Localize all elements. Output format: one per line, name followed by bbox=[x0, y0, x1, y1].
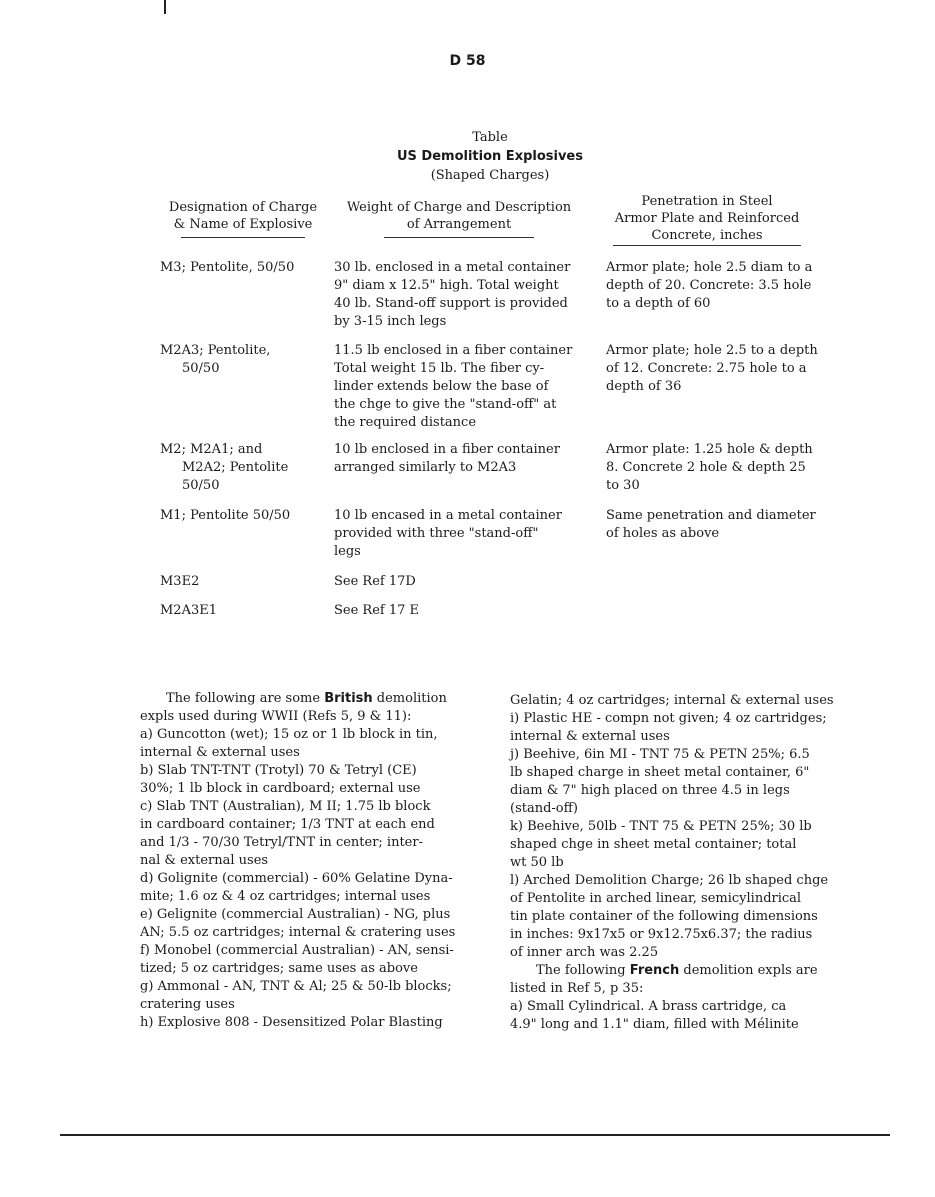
table-subtitle: (Shaped Charges) bbox=[430, 168, 550, 183]
cell-line: M2; M2A1; and bbox=[160, 442, 263, 457]
text-line: 30%; 1 lb block in cardboard; external use bbox=[140, 781, 421, 796]
cell-line: 10 lb enclosed in a fiber container bbox=[334, 442, 560, 457]
header-line: Designation of Charge bbox=[168, 200, 318, 215]
cell-line: Same penetration and diameter bbox=[606, 508, 816, 523]
cell-line: Total weight 15 lb. The fiber cy- bbox=[334, 361, 545, 376]
intro-text: The following are some bbox=[166, 691, 325, 706]
text-line: h) Explosive 808 - Desensitized Polar Blasting bbox=[140, 1015, 443, 1030]
text-line: k) Beehive, 50lb - TNT 75 & PETN 25%; 30 lb bbox=[510, 819, 812, 834]
text-line: l) Arched Demolition Charge; 26 lb shaped chge bbox=[510, 873, 829, 888]
text-line: expls used during WWII (Refs 5, 9 & 11): bbox=[140, 709, 412, 724]
cell-line: Armor plate; hole 2.5 diam to a bbox=[606, 260, 813, 275]
text-line: i) Plastic HE - compn not given; 4 oz cartridges; bbox=[510, 711, 827, 726]
text-line: of Pentolite in arched linear, semicylindrical bbox=[510, 891, 802, 906]
cell-line: M1; Pentolite 50/50 bbox=[160, 508, 291, 523]
header-line: Penetration in Steel bbox=[641, 194, 773, 209]
cell-line: depth of 20. Concrete: 3.5 hole bbox=[606, 278, 812, 293]
table-label: Table bbox=[472, 130, 508, 145]
header-underline bbox=[384, 237, 534, 238]
text-line: and 1/3 - 70/30 Tetryl/TNT in center; inter- bbox=[140, 835, 423, 850]
british-emphasis: British bbox=[324, 691, 373, 706]
text-line: shaped chge in sheet metal container; total bbox=[510, 837, 797, 852]
text-line: c) Slab TNT (Australian), M II; 1.75 lb block bbox=[140, 799, 431, 814]
footer-rule bbox=[60, 1134, 890, 1136]
cell-line: M3E2 bbox=[160, 574, 200, 589]
text-line: in cardboard container; 1/3 TNT at each end bbox=[140, 817, 435, 832]
text-line: a) Small Cylindrical. A brass cartridge, ca bbox=[510, 999, 787, 1014]
cell-line: linder extends below the base of bbox=[334, 379, 549, 394]
cell-line: the chge to give the "stand-off" at bbox=[334, 397, 557, 412]
cell-line: 30 lb. enclosed in a metal container bbox=[334, 260, 571, 275]
text-line: a) Guncotton (wet); 15 oz or 1 lb block in tin, bbox=[140, 727, 438, 742]
column-header-designation bbox=[160, 199, 326, 238]
header-line: Weight of Charge and Description bbox=[346, 200, 572, 215]
header-line: of Arrangement bbox=[406, 217, 512, 232]
cell-line: M2A3; Pentolite, bbox=[160, 343, 271, 358]
left-text-column bbox=[140, 690, 485, 1032]
text-line: of inner arch was 2.25 bbox=[510, 945, 659, 960]
cell-line: of holes as above bbox=[606, 526, 720, 541]
french-intro-line bbox=[510, 962, 855, 980]
text-line: internal & external uses bbox=[140, 745, 300, 760]
french-emphasis: French bbox=[629, 963, 680, 978]
cell-line: 10 lb encased in a metal container bbox=[334, 508, 562, 523]
table-row-m2a3-designation bbox=[160, 342, 330, 378]
cell-line: to a depth of 60 bbox=[606, 296, 711, 311]
margin-tick-mark bbox=[164, 0, 166, 14]
text-line: listed in Ref 5, p 35: bbox=[510, 981, 644, 996]
text-line: tin plate container of the following dimensions bbox=[510, 909, 818, 924]
page-number: D 58 bbox=[449, 53, 486, 69]
text-line: j) Beehive, 6in MI - TNT 75 & PETN 25%; 6.5 bbox=[510, 747, 810, 762]
header-underline bbox=[613, 245, 801, 246]
text-line: cratering uses bbox=[140, 997, 235, 1012]
cell-line: See Ref 17D bbox=[334, 574, 416, 589]
cell-line: of 12. Concrete: 2.75 hole to a bbox=[606, 361, 807, 376]
cell-line: 50/50 bbox=[182, 478, 220, 493]
column-header-penetration bbox=[600, 193, 814, 246]
cell-line: M3; Pentolite, 50/50 bbox=[160, 260, 295, 275]
cell-line: 50/50 bbox=[182, 361, 220, 376]
table-row-m3-description bbox=[334, 259, 584, 331]
table-row-m2-description bbox=[334, 441, 584, 477]
table-row-m2a3-description bbox=[334, 342, 584, 432]
header-line: Armor Plate and Reinforced bbox=[614, 211, 800, 226]
cell-line: 9" diam x 12.5" high. Total weight bbox=[334, 278, 559, 293]
cell-line: M2A2; Pentolite bbox=[182, 460, 289, 475]
cell-line: 40 lb. Stand-off support is provided bbox=[334, 296, 568, 311]
cell-line: legs bbox=[334, 544, 361, 559]
table-row-m2a3e1-description bbox=[334, 602, 584, 620]
text-line: d) Golignite (commercial) - 60% Gelatine Dyna- bbox=[140, 871, 453, 886]
cell-line: M2A3E1 bbox=[160, 603, 218, 618]
intro-text: demolition bbox=[372, 691, 447, 706]
text-line: g) Ammonal - AN, TNT & Al; 25 & 50-lb blocks; bbox=[140, 979, 452, 994]
text-line: Gelatin; 4 oz cartridges; internal & external uses bbox=[510, 693, 834, 708]
text-line: lb shaped charge in sheet metal container, 6" bbox=[510, 765, 810, 780]
text-line: mite; 1.6 oz & 4 oz cartridges; internal uses bbox=[140, 889, 431, 904]
text-line: 4.9" long and 1.1" diam, filled with Mélinite bbox=[510, 1017, 799, 1032]
text-line: (stand-off) bbox=[510, 801, 578, 816]
cell-line: See Ref 17 E bbox=[334, 603, 420, 618]
header-line: & Name of Explosive bbox=[173, 217, 313, 232]
text-line: e) Gelignite (commercial Australian) - NG, plus bbox=[140, 907, 451, 922]
cell-line: by 3-15 inch legs bbox=[334, 314, 447, 329]
cell-line: Armor plate; hole 2.5 to a depth bbox=[606, 343, 818, 358]
intro-text: demolition expls are bbox=[679, 963, 818, 978]
text-line: tized; 5 oz cartridges; same uses as above bbox=[140, 961, 418, 976]
table-row-m1-penetration bbox=[606, 507, 836, 543]
table-row-m2a3-penetration bbox=[606, 342, 836, 396]
table-row-m3-designation bbox=[160, 259, 330, 277]
cell-line: arranged similarly to M2A3 bbox=[334, 460, 517, 475]
table-row-m1-description bbox=[334, 507, 584, 561]
right-text-column bbox=[510, 692, 855, 1034]
cell-line: to 30 bbox=[606, 478, 640, 493]
table-row-m3e2-designation bbox=[160, 573, 330, 591]
text-line: internal & external uses bbox=[510, 729, 670, 744]
cell-line: provided with three "stand-off" bbox=[334, 526, 539, 541]
text-line: in inches: 9x17x5 or 9x12.75x6.37; the radius bbox=[510, 927, 813, 942]
cell-line: Armor plate: 1.25 hole & depth bbox=[606, 442, 813, 457]
text-line: nal & external uses bbox=[140, 853, 269, 868]
header-underline bbox=[181, 237, 305, 238]
cell-line: depth of 36 bbox=[606, 379, 682, 394]
table-title: US Demolition Explosives bbox=[396, 149, 583, 164]
intro-text: The following bbox=[536, 963, 630, 978]
table-row-m2-penetration bbox=[606, 441, 836, 495]
table-row-m1-designation bbox=[160, 507, 330, 525]
table-row-m3-penetration bbox=[606, 259, 836, 313]
table-row-m2a3e1-designation bbox=[160, 602, 330, 620]
table-row-m3e2-description bbox=[334, 573, 584, 591]
cell-line: the required distance bbox=[334, 415, 477, 430]
text-line: wt 50 lb bbox=[510, 855, 564, 870]
cell-line: 8. Concrete 2 hole & depth 25 bbox=[606, 460, 806, 475]
text-line: diam & 7" high placed on three 4.5 in legs bbox=[510, 783, 790, 798]
table-heading bbox=[340, 128, 640, 185]
british-intro-line bbox=[140, 690, 485, 708]
table-row-m2-designation bbox=[160, 441, 330, 495]
text-line: AN; 5.5 oz cartridges; internal & cratering uses bbox=[140, 925, 456, 940]
text-line: f) Monobel (commercial Australian) - AN, sensi- bbox=[140, 943, 454, 958]
cell-line: 11.5 lb enclosed in a fiber container bbox=[334, 343, 573, 358]
header-line: Concrete, inches bbox=[651, 228, 763, 243]
column-header-description bbox=[334, 199, 584, 238]
text-line: b) Slab TNT-TNT (Trotyl) 70 & Tetryl (CE) bbox=[140, 763, 417, 778]
